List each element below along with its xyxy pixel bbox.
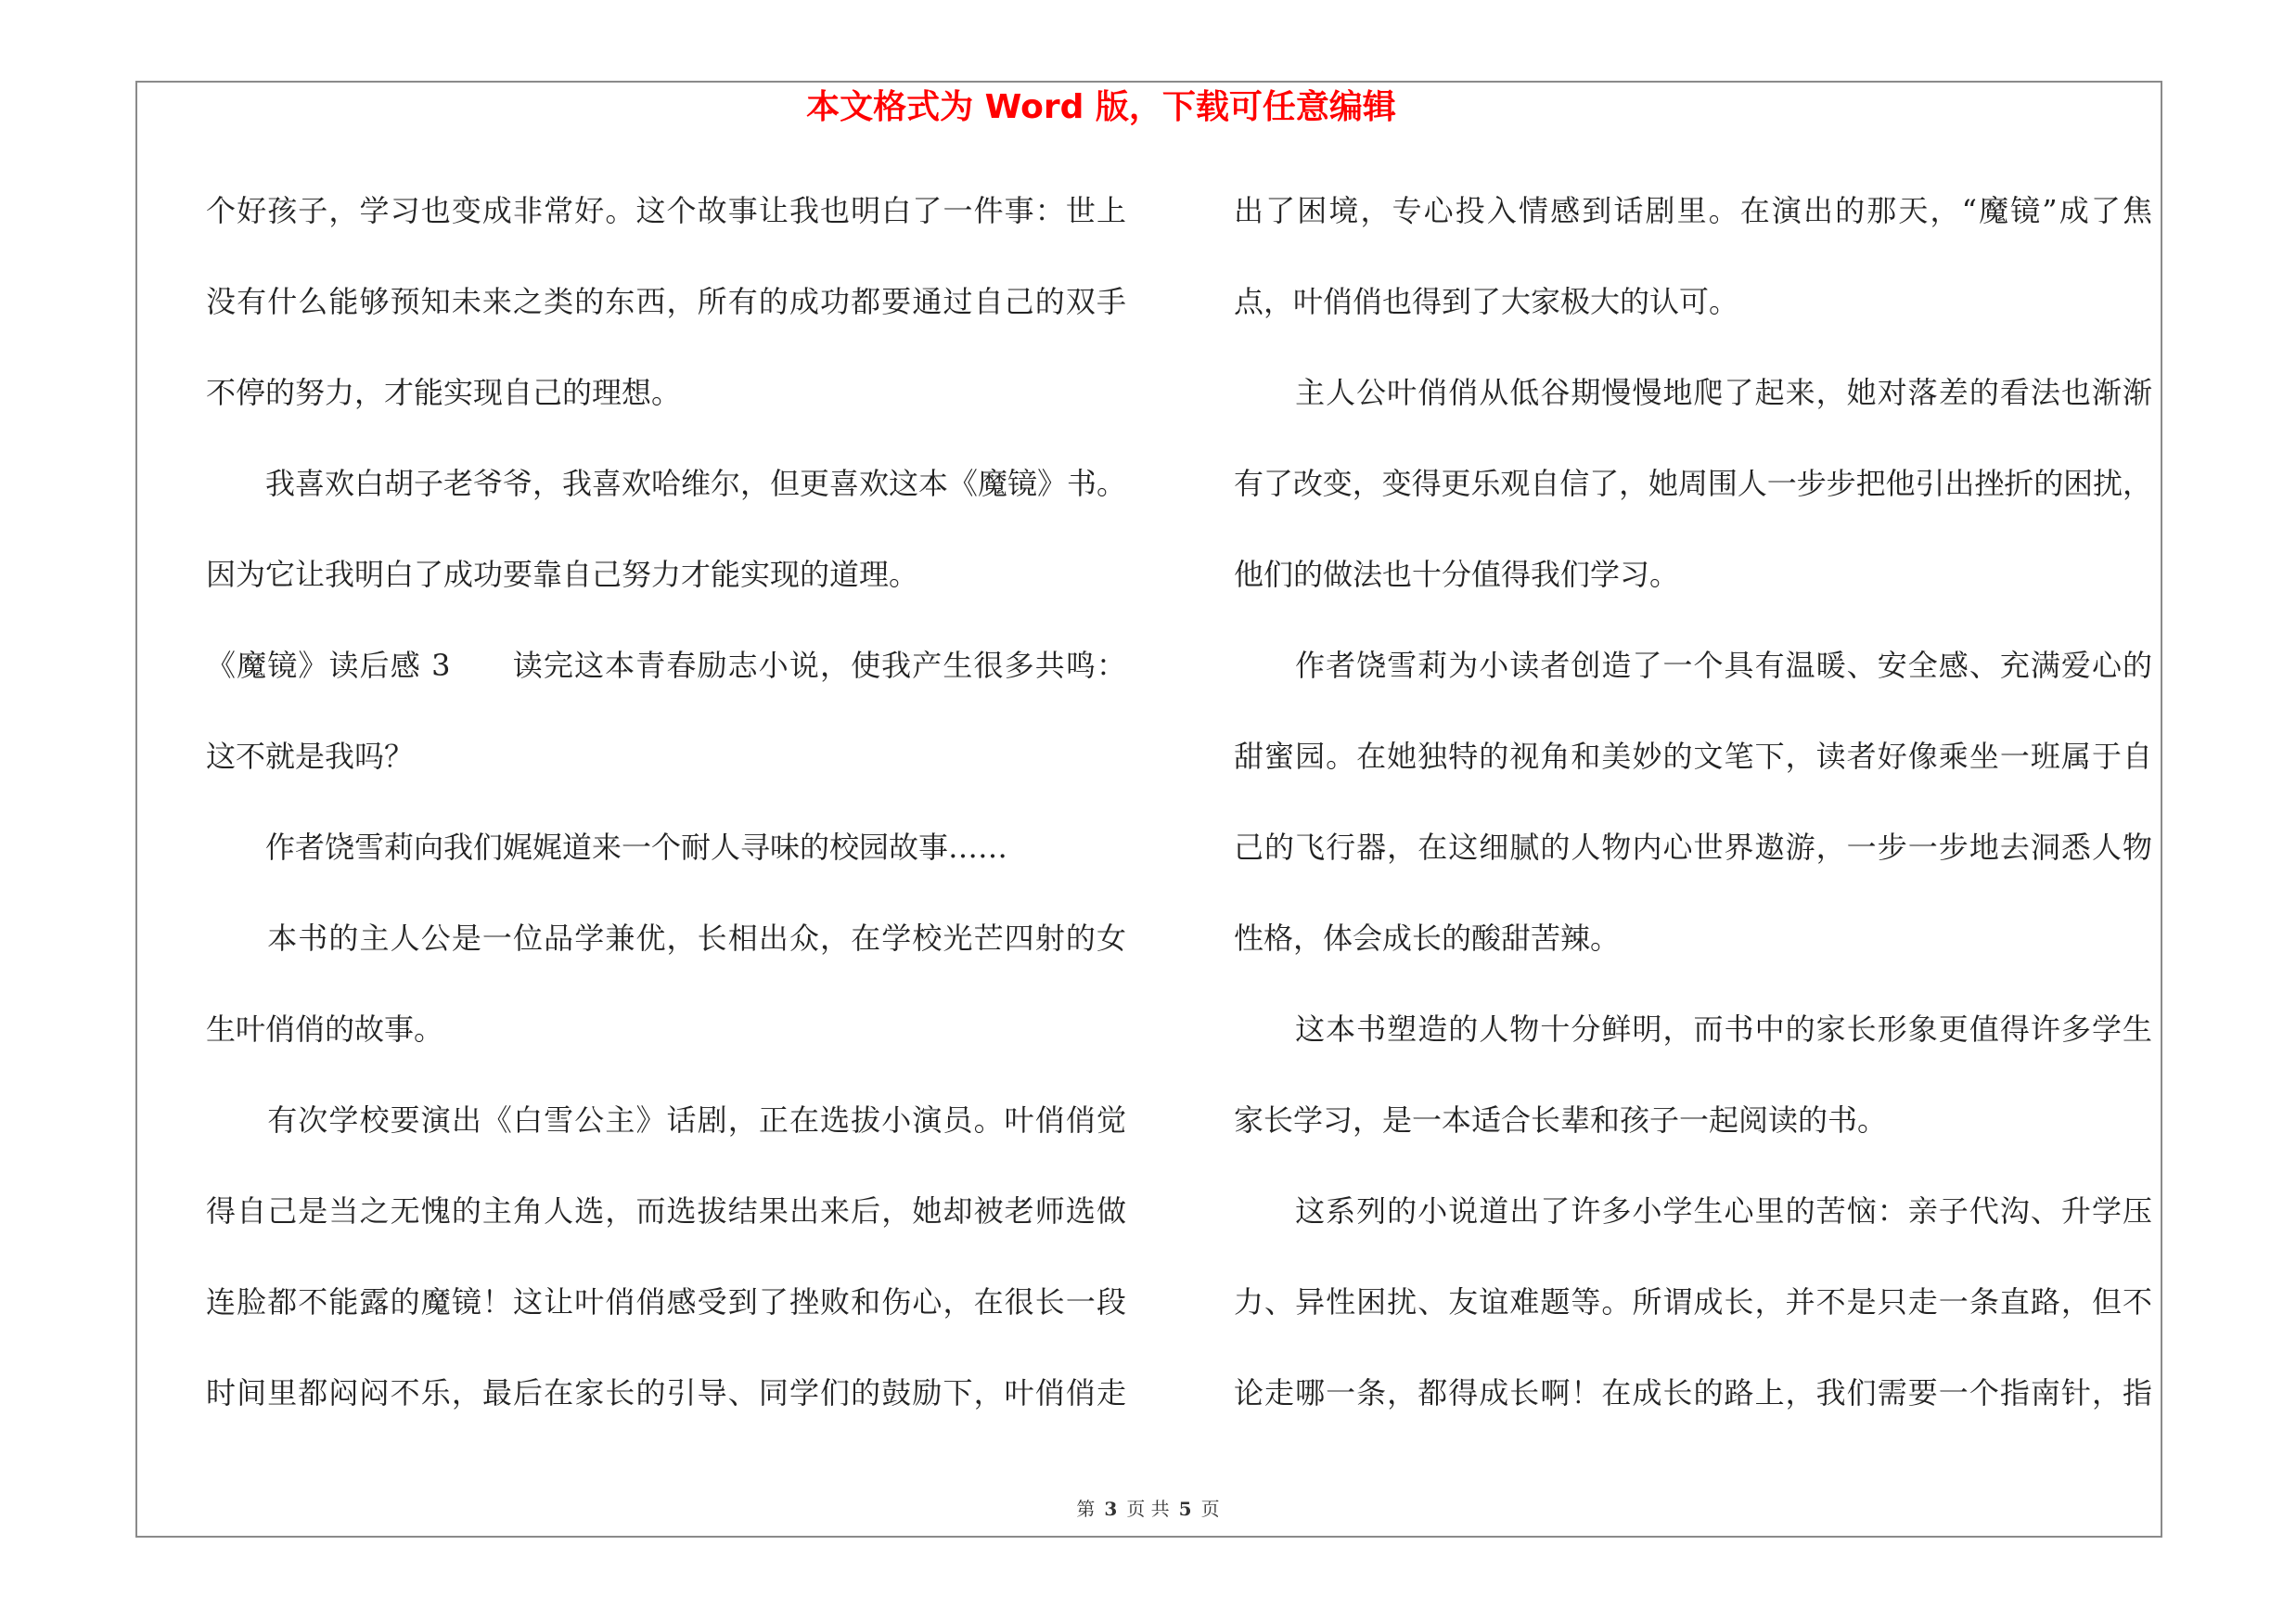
text-line [206, 1166, 1126, 1256]
text-line-content: 这不就是我吗？ [206, 739, 415, 774]
footer-prefix: 第 [1076, 1498, 1096, 1520]
text-line-content: 有了改变，变得更乐观自信了，她周围人一步步把他引出挫折的困扰， [1234, 466, 2152, 501]
text-line [206, 893, 1126, 984]
text-line-content: 性格，体会成长的酸甜苦辣。 [1234, 921, 1621, 956]
text-line [1234, 984, 2152, 1075]
text-line [1234, 1347, 2152, 1438]
text-line [206, 347, 1126, 438]
text-line-content: 己的飞行器，在这细腻的人物内心世界遨游，一步一步地去洞悉人物 [1234, 830, 2154, 865]
text-line [206, 802, 1126, 893]
text-line-content: 他们的做法也十分值得我们学习。 [1234, 557, 1680, 592]
text-line [1234, 529, 2152, 620]
text-line [1234, 438, 2152, 529]
format-notice: 本文格式为 Word 版，下载可任意编辑 [806, 88, 1396, 126]
text-line [206, 620, 1126, 711]
text-line-content: 时间里都闷闷不乐，最后在家长的引导、同学们的鼓励下，叶俏俏走 [206, 1375, 1128, 1410]
text-line-content: 出了困境，专心投入情感到话剧里。在演出的那天，“魔镜”成了焦 [1234, 193, 2155, 228]
text-line [1234, 1256, 2152, 1347]
text-line [206, 984, 1126, 1075]
text-line-content: 因为它让我明白了成功要靠自己努力才能实现的道理。 [206, 557, 919, 592]
left-column [206, 165, 1126, 1438]
text-line [1234, 165, 2155, 256]
text-line-content: 个好孩子，学习也变成非常好。这个故事让我也明白了一件事：世上 [206, 193, 1128, 228]
text-line-content: 得自己是当之无愧的主角人选，而选拔结果出来后，她却被老师选做 [206, 1193, 1128, 1229]
right-column [1234, 165, 2155, 1438]
text-line [1234, 256, 2152, 347]
text-line [1234, 802, 2152, 893]
text-line [206, 438, 1126, 529]
text-line-content: 力、异性困扰、友谊难题等。所谓成长，并不是只走一条直路，但不 [1234, 1284, 2154, 1320]
text-line [206, 165, 1126, 256]
text-line [1234, 1075, 2152, 1166]
text-line-content: 点，叶俏俏也得到了大家极大的认可。 [1234, 284, 1739, 319]
text-line [1234, 711, 2152, 802]
text-line-content: 主人公叶俏俏从低谷期慢慢地爬了起来，她对落差的看法也渐渐 [1234, 375, 2154, 410]
text-line-content: 这系列的小说道出了许多小学生心里的苦恼：亲子代沟、升学压 [1234, 1193, 2154, 1229]
text-line-content: 甜蜜园。在她独特的视角和美妙的文笔下，读者好像乘坐一班属于自 [1234, 739, 2154, 774]
text-line [206, 1256, 1126, 1347]
text-line-content: 这本书塑造的人物十分鲜明，而书中的家长形象更值得许多学生 [1234, 1011, 2154, 1047]
text-line-content: 家长学习，是一本适合长辈和孩子一起阅读的书。 [1234, 1102, 1888, 1138]
text-line-content: 没有什么能够预知未来之类的东西，所有的成功都要通过自己的双手 [206, 284, 1128, 319]
footer-total-pages: 5 [1178, 1498, 1192, 1520]
text-line [1234, 347, 2152, 438]
footer-current-page: 3 [1104, 1498, 1118, 1520]
text-line [206, 1075, 1126, 1166]
text-line [1234, 893, 2152, 984]
text-line-content: 本书的主人公是一位品学兼优，长相出众，在学校光芒四射的女 [206, 921, 1128, 956]
text-line [1234, 1166, 2152, 1256]
text-line-content: 连脸都不能露的魔镜！这让叶俏俏感受到了挫败和伤心，在很长一段 [206, 1284, 1128, 1320]
text-line-content: 《魔镜》读后感 3 读完这本青春励志小说，使我产生很多共鸣： [206, 648, 1128, 683]
page-footer [0, 1496, 2296, 1522]
text-line [206, 256, 1126, 347]
text-line-content: 作者饶雪莉为小读者创造了一个具有温暖、安全感、充满爱心的 [1234, 648, 2154, 683]
text-line-content: 生叶俏俏的故事。 [206, 1011, 444, 1047]
text-line [206, 1347, 1126, 1438]
footer-middle: 页 共 [1126, 1498, 1170, 1520]
text-line-content: 我喜欢白胡子老爷爷，我喜欢哈维尔，但更喜欢这本《魔镜》书。 [206, 466, 1126, 501]
text-line [206, 529, 1126, 620]
text-line [206, 711, 1126, 802]
text-line [1234, 620, 2152, 711]
text-line-content: 论走哪一条，都得成长啊！在成长的路上，我们需要一个指南针，指 [1234, 1375, 2154, 1410]
text-line-content: 作者饶雪莉向我们娓娓道来一个耐人寻味的校园故事…… [206, 830, 1008, 865]
text-line-content: 不停的努力，才能实现自己的理想。 [206, 375, 682, 410]
footer-suffix: 页 [1200, 1498, 1220, 1520]
text-line-content: 有次学校要演出《白雪公主》话剧，正在选拔小演员。叶俏俏觉 [206, 1102, 1128, 1138]
